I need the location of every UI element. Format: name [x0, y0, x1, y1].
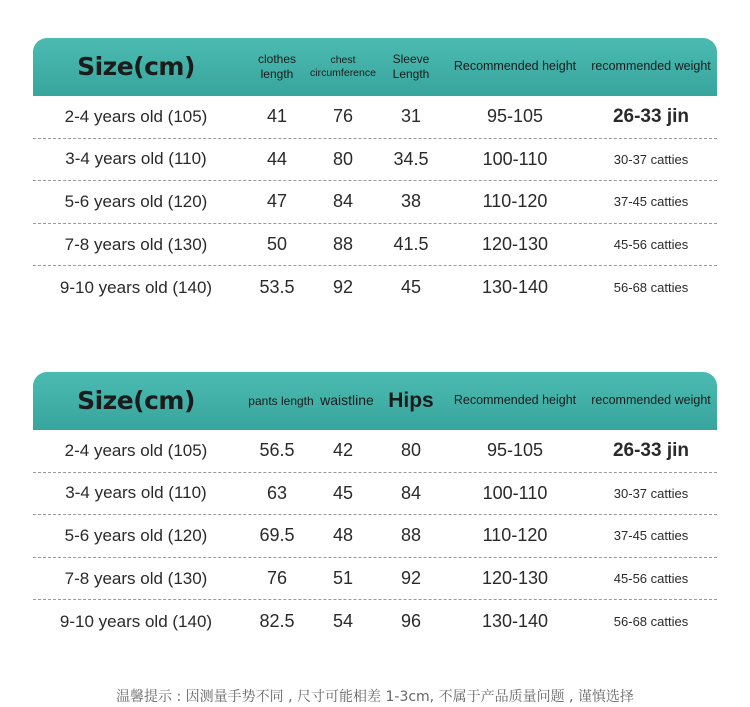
- clothes-length-header: clothes length: [257, 52, 297, 81]
- weight-cell: 37-45 catties: [613, 528, 689, 544]
- age-cell: 2-4 years old (105): [64, 440, 208, 460]
- waistline-cell: 45: [332, 482, 354, 503]
- waistline-cell: 54: [332, 611, 354, 632]
- clothes-length-cell: 41: [266, 106, 288, 127]
- hips-cell: 80: [400, 440, 422, 461]
- weight-cell: 56-68 catties: [613, 614, 689, 630]
- chest-cell: 80: [332, 148, 354, 169]
- chest-cell: 84: [332, 191, 354, 212]
- pants-length-cell: 69.5: [259, 525, 295, 546]
- age-cell: 3-4 years old (110): [65, 149, 207, 169]
- hips-cell: 88: [400, 525, 422, 546]
- weight-cell: 45-56 catties: [613, 571, 689, 587]
- age-cell: 5-6 years old (120): [64, 191, 208, 211]
- weight-header: recommended weight: [591, 59, 711, 74]
- table-row: [33, 473, 717, 516]
- height-cell: 110-120: [482, 525, 548, 546]
- waistline-cell: 51: [332, 568, 354, 589]
- height-cell: 95-105: [486, 106, 544, 127]
- waistline-cell: 42: [332, 440, 354, 461]
- height-cell: 100-110: [482, 148, 548, 169]
- age-cell: 2-4 years old (105): [64, 106, 208, 126]
- weight-cell: 37-45 catties: [613, 194, 689, 210]
- height-cell: 100-110: [482, 482, 548, 503]
- pants-length-cell: 76: [266, 568, 288, 589]
- hips-cell: 96: [400, 611, 422, 632]
- hips-header: Hips: [388, 388, 434, 412]
- table-row: [33, 515, 717, 558]
- age-cell: 7-8 years old (130): [64, 568, 208, 588]
- sleeve-header: Sleeve Length: [392, 52, 430, 81]
- table-row: [33, 430, 717, 473]
- bottom-table-body: [33, 430, 717, 643]
- sleeve-cell: 38: [400, 191, 422, 212]
- waistline-cell: 48: [332, 525, 354, 546]
- bottom-size-chart: [33, 372, 717, 643]
- table-row: [33, 181, 717, 224]
- chest-cell: 88: [332, 234, 354, 255]
- table-row: [33, 600, 717, 643]
- clothes-length-cell: 50: [266, 234, 288, 255]
- pants-length-cell: 56.5: [259, 440, 295, 461]
- sleeve-cell: 31: [400, 106, 422, 127]
- height-cell: 120-130: [481, 234, 549, 255]
- weight-cell: 26-33 jin: [612, 439, 690, 461]
- weight-cell: 56-68 catties: [613, 280, 689, 296]
- weight-cell: 30-37 catties: [613, 485, 689, 501]
- top-size-chart: [33, 38, 717, 309]
- weight-header: recommended weight: [591, 393, 711, 408]
- pants-length-cell: 63: [266, 482, 288, 503]
- sleeve-cell: 41.5: [393, 234, 429, 255]
- age-cell: 7-8 years old (130): [64, 234, 208, 254]
- weight-cell: 26-33 jin: [612, 105, 690, 127]
- height-cell: 95-105: [486, 440, 544, 461]
- clothes-length-cell: 47: [266, 191, 288, 212]
- measurement-note: 温馨提示 : 因测量手势不同 , 尺寸可能相差 1-3cm, 不属于产品质量问题 , 谨慎选择: [116, 689, 634, 705]
- table-row: [33, 139, 717, 182]
- age-cell: 9-10 years old (140): [59, 611, 213, 631]
- height-cell: 110-120: [482, 191, 548, 212]
- chest-header: chest circumference: [310, 53, 376, 79]
- sleeve-cell: 34.5: [393, 148, 429, 169]
- age-cell: 3-4 years old (110): [65, 483, 207, 503]
- pants-length-header: pants length: [248, 393, 314, 408]
- pants-length-cell: 82.5: [259, 611, 295, 632]
- height-cell: 130-140: [481, 277, 549, 298]
- table-row: [33, 96, 717, 139]
- age-cell: 5-6 years old (120): [64, 525, 208, 545]
- height-header: Recommended height: [453, 393, 577, 408]
- height-cell: 130-140: [481, 611, 549, 632]
- age-cell: 9-10 years old (140): [59, 277, 213, 297]
- hips-cell: 92: [400, 568, 422, 589]
- table-row: [33, 224, 717, 267]
- clothes-length-cell: 44: [266, 148, 288, 169]
- top-table-body: [33, 96, 717, 309]
- waistline-header: waistline: [320, 392, 374, 409]
- size-header: Size(cm): [77, 386, 195, 416]
- size-header: Size(cm): [77, 52, 195, 82]
- table-row: [33, 266, 717, 309]
- chest-cell: 76: [332, 106, 354, 127]
- top-table-header: [33, 38, 717, 96]
- sleeve-cell: 45: [400, 277, 422, 298]
- table-row: [33, 558, 717, 601]
- height-cell: 120-130: [481, 568, 549, 589]
- weight-cell: 30-37 catties: [613, 151, 689, 167]
- weight-cell: 45-56 catties: [613, 237, 689, 253]
- chest-cell: 92: [332, 277, 354, 298]
- height-header: Recommended height: [453, 59, 577, 74]
- bottom-table-header: [33, 372, 717, 430]
- hips-cell: 84: [400, 482, 422, 503]
- clothes-length-cell: 53.5: [259, 277, 295, 298]
